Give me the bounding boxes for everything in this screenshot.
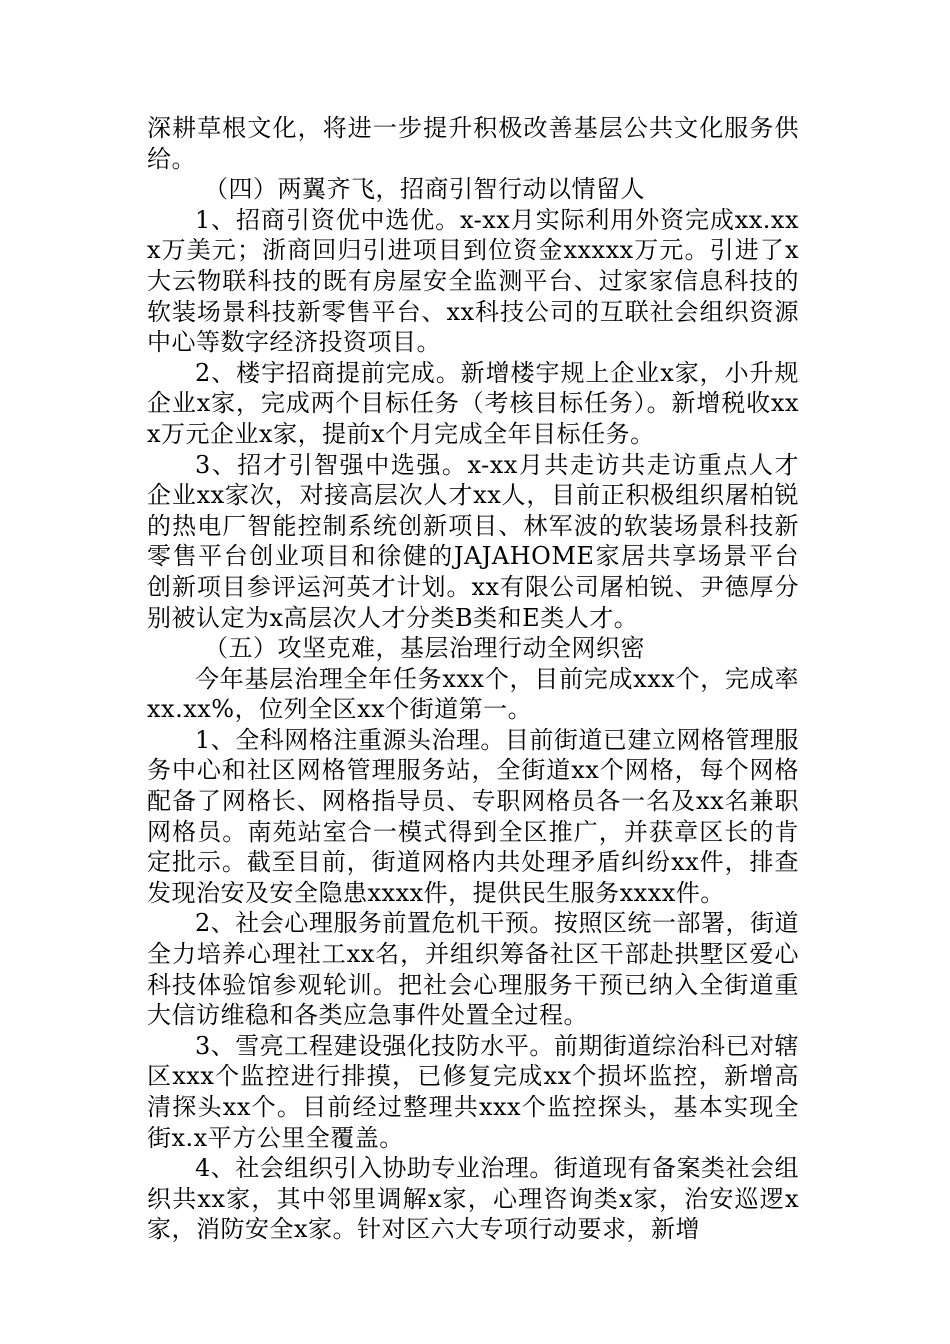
paragraph-item-social-orgs: 4、社会组织引入协助专业治理。街道现有备案类社会组织共xx家，其中邻里调解x家，心理咨询类x家，治安巡逻x家，消防安全x家。针对区六大专项行动要求，新增 bbox=[147, 1154, 799, 1244]
paragraph-item-psychology: 2、社会心理服务前置危机干预。按照区统一部署，街道全力培养心理社工xx名，并组织筹备社区干部赴拱墅区爱心科技体验馆参观轮训。把社会心理服务干预已纳入全街道重大信访维稳和各类应急事件处置全过程。 bbox=[147, 909, 799, 1030]
paragraph-item-talent: 3、招才引智强中选强。x-xx月共走访共走访重点人才企业xx家次，对接高层次人才xx人，目前正积极组织屠柏锐的热电厂智能控制系统创新项目、林军波的软装场景科技新零售平台创业项目和徐健的JAJAHOME家居共享场景平台创新项目参评运河英才计划。xx有限公司屠柏锐、尹德厚分别被认定为x高层次人才分类B类和E类人才。 bbox=[147, 450, 799, 632]
section-heading-4: （四）两翼齐飞，招商引智行动以情留人 bbox=[204, 175, 645, 204]
paragraph-continued: 深耕草根文化，将进一步提升积极改善基层公共文化服务供给。 bbox=[147, 114, 799, 173]
document-body bbox=[147, 113, 799, 1245]
paragraph-governance-summary: 今年基层治理全年任务xxx个，目前完成xxx个，完成率xx.xx%，位列全区xx个街道第一。 bbox=[147, 664, 799, 724]
paragraph-item-investment: 1、招商引资优中选优。x-xx月实际利用外资完成xx.xxx万美元；浙商回归引进项目到位资金xxxxx万元。引进了x大云物联科技的既有房屋安全监测平台、过家家信息科技的软装场景科技新零售平台、xx科技公司的互联社会组织资源中心等数字经济投资项目。 bbox=[147, 205, 799, 357]
section-heading-5: （五）攻坚克难，基层治理行动全网织密 bbox=[204, 634, 645, 663]
paragraph-item-building: 2、楼宇招商提前完成。新增楼宇规上企业x家，小升规企业x家，完成两个目标任务（考核目标任务）。新增税收xxx万元企业x家，提前x个月完成全年目标任务。 bbox=[147, 358, 799, 448]
paragraph-item-grid: 1、全科网格注重源头治理。目前街道已建立网格管理服务中心和社区网格管理服务站，全街道xx个网格，每个网格配备了网格长、网格指导员、专职网格员各一名及xx名兼职网格员。南苑站室合一模式得到全区推广，并获章区长的肯定批示。截至目前，街道网格内共处理矛盾纠纷xx件，排查发现治安及安全隐患xxxx件，提供民生服务xxxx件。 bbox=[147, 725, 799, 907]
paragraph-item-surveillance: 3、雪亮工程建设强化技防水平。前期街道综治科已对辖区xxx个监控进行排摸，已修复完成xx个损坏监控，新增高清探头xx个。目前经过整理共xxx个监控探头，基本实现全街x.x平方公里全覆盖。 bbox=[147, 1031, 799, 1152]
